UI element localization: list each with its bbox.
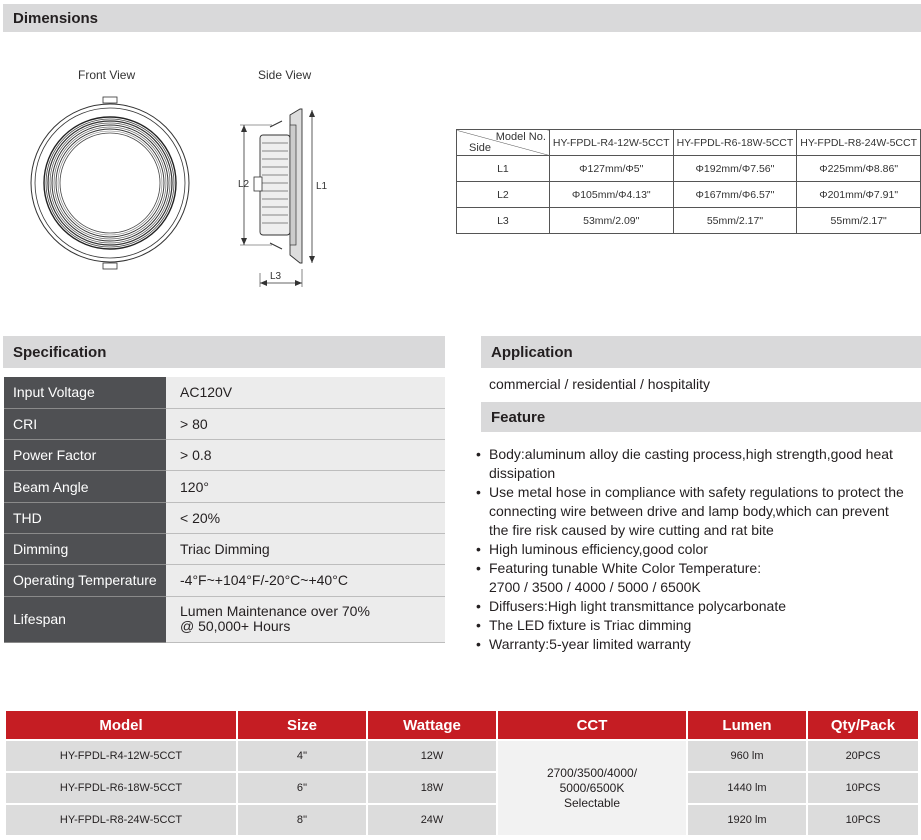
table-row — [6, 773, 918, 803]
header-qty: Qty/Pack — [808, 711, 918, 739]
qty-cell: 10PCS — [808, 805, 918, 835]
header-model: Model — [6, 711, 236, 739]
value-cell: Φ127mm/Φ5" — [549, 156, 673, 182]
wattage-cell: 18W — [368, 773, 496, 803]
table-row — [4, 471, 445, 502]
value-cell: Φ105mm/Φ4.13" — [549, 182, 673, 208]
table-row — [457, 208, 921, 234]
value-cell: Φ225mm/Φ8.86" — [797, 156, 921, 182]
size-cell: 8'' — [238, 805, 366, 835]
header-model-3: HY-FPDL-R8-24W-5CCT — [797, 130, 921, 156]
table-row — [4, 408, 445, 439]
cct-cell: 2700/3500/4000/ 5000/6500K Selectable — [498, 741, 686, 835]
feature-heading: Feature — [481, 402, 921, 432]
value-cell: Φ192mm/Φ7.56" — [673, 156, 797, 182]
spec-label: Input Voltage — [4, 377, 166, 408]
table-row — [6, 741, 918, 771]
list-item: • High luminous efficiency,good color — [475, 540, 921, 559]
model-cell: HY-FPDL-R4-12W-5CCT — [6, 741, 236, 771]
model-cell: HY-FPDL-R6-18W-5CCT — [6, 773, 236, 803]
dimensions-table — [456, 129, 921, 234]
model-table-header — [6, 711, 918, 739]
wattage-cell: 12W — [368, 741, 496, 771]
header-size: Size — [238, 711, 366, 739]
spec-value: AC120V — [166, 377, 445, 408]
model-cell: HY-FPDL-R8-24W-5CCT — [6, 805, 236, 835]
value-cell: 55mm/2.17" — [797, 208, 921, 234]
spec-label: Lifespan — [4, 596, 166, 642]
lumen-cell: 1440 lm — [688, 773, 806, 803]
side-view-label: Side View — [258, 68, 312, 82]
feature-list — [475, 445, 921, 654]
spec-label: Operating Temperature — [4, 565, 166, 596]
l3-label: L3 — [270, 271, 282, 282]
size-cell: 6'' — [238, 773, 366, 803]
lumen-cell: 960 lm — [688, 741, 806, 771]
header-model-label: Model No. — [495, 131, 546, 143]
table-row — [6, 805, 918, 835]
value-cell: Φ167mm/Φ6.57" — [673, 182, 797, 208]
spec-value: > 0.8 — [166, 440, 445, 471]
dimensions-table-header — [457, 130, 921, 156]
table-row — [4, 533, 445, 564]
value-cell: 53mm/2.09" — [549, 208, 673, 234]
spec-label: Power Factor — [4, 440, 166, 471]
value-cell: Φ201mm/Φ7.91" — [797, 182, 921, 208]
spec-value: Lumen Maintenance over 70% @ 50,000+ Hours — [166, 596, 445, 642]
front-view-drawing — [30, 95, 190, 275]
header-lumen: Lumen — [688, 711, 806, 739]
spec-label: CRI — [4, 408, 166, 439]
header-model-1: HY-FPDL-R4-12W-5CCT — [549, 130, 673, 156]
header-side-label: Side — [469, 142, 492, 154]
table-row — [457, 182, 921, 208]
lumen-cell: 1920 lm — [688, 805, 806, 835]
spec-value: > 80 — [166, 408, 445, 439]
size-cell: 4'' — [238, 741, 366, 771]
spec-label: Beam Angle — [4, 471, 166, 502]
list-item: • Use metal hose in compliance with safety regulations to protect the connecting wire between drive and lamp body,which can prevent the fire risk caused by wire cutting and rat bite — [475, 483, 921, 540]
wattage-cell: 24W — [368, 805, 496, 835]
table-row — [457, 156, 921, 182]
table-row — [4, 377, 445, 408]
spec-label: Dimming — [4, 533, 166, 564]
header-model-2: HY-FPDL-R6-18W-5CCT — [673, 130, 797, 156]
side-cell: L2 — [457, 182, 550, 208]
model-table — [4, 709, 920, 837]
table-row — [4, 565, 445, 596]
header-wattage: Wattage — [368, 711, 496, 739]
spec-label: THD — [4, 502, 166, 533]
header-corner-cell — [457, 130, 550, 156]
spec-value: < 20% — [166, 502, 445, 533]
l1-label: L1 — [316, 181, 328, 192]
table-row — [4, 596, 445, 642]
list-item: • Body:aluminum alloy die casting process,high strength,good heat dissipation — [475, 445, 921, 483]
list-item: • Diffusers:High light transmittance polycarbonate — [475, 597, 921, 616]
front-view-label: Front View — [78, 68, 136, 82]
header-cct: CCT — [498, 711, 686, 739]
spec-value: Triac Dimming — [166, 533, 445, 564]
side-cell: L1 — [457, 156, 550, 182]
dimensions-heading: Dimensions — [3, 4, 921, 32]
spec-value: 120° — [166, 471, 445, 502]
spec-value: -4°F~+104°F/-20°C~+40°C — [166, 565, 445, 596]
specification-heading: Specification — [3, 336, 445, 368]
application-heading: Application — [481, 336, 921, 368]
qty-cell: 10PCS — [808, 773, 918, 803]
value-cell: 55mm/2.17" — [673, 208, 797, 234]
side-cell: L3 — [457, 208, 550, 234]
list-item: • Warranty:5-year limited warranty — [475, 635, 921, 654]
side-view-drawing — [232, 95, 332, 295]
qty-cell: 20PCS — [808, 741, 918, 771]
l2-label: L2 — [238, 179, 250, 190]
application-text: commercial / residential / hospitality — [489, 376, 710, 392]
list-item: • Featuring tunable White Color Temperature: 2700 / 3500 / 4000 / 5000 / 6500K — [475, 559, 921, 597]
table-row — [4, 502, 445, 533]
list-item: • The LED fixture is Triac dimming — [475, 616, 921, 635]
table-row — [4, 440, 445, 471]
specification-table — [4, 377, 445, 643]
